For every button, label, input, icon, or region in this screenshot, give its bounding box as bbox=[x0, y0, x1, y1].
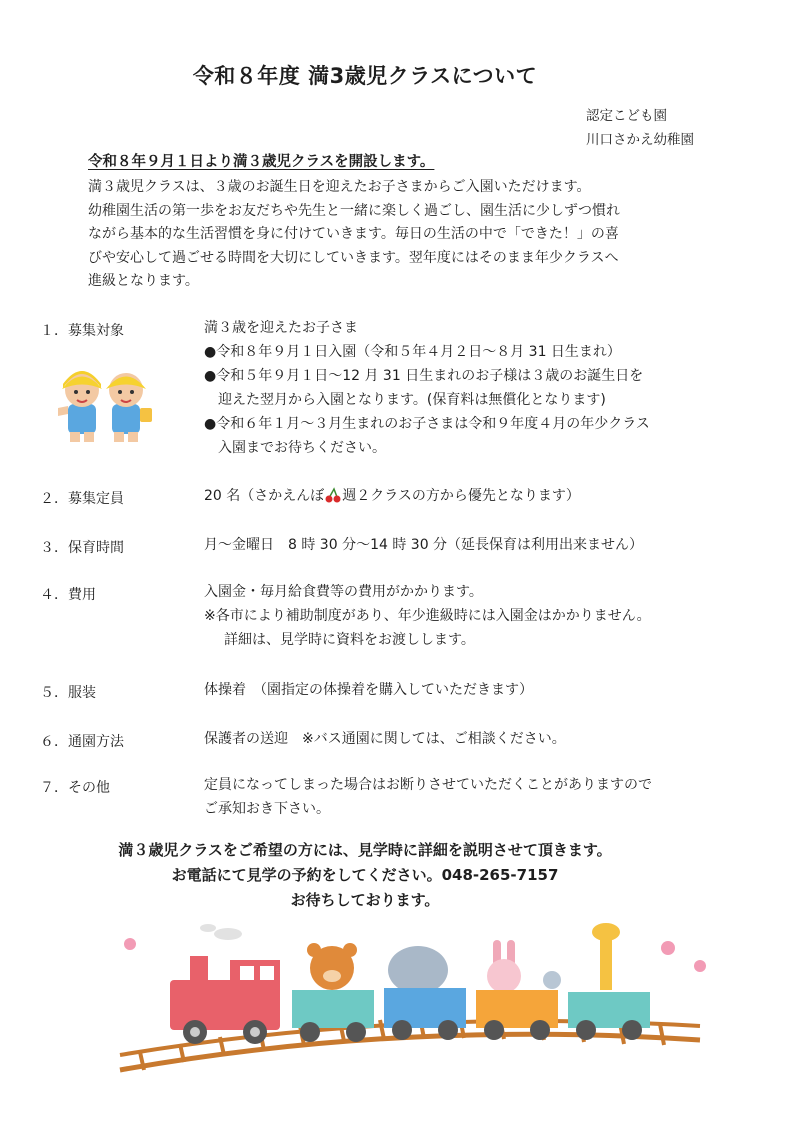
section-line: 詳細は、見学時に資料をお渡しします。 bbox=[224, 632, 475, 648]
lead-announcement: 令和８年９月１日より満３歳児クラスを開設します。 bbox=[88, 154, 435, 170]
org-name: 川口さかえ幼稚園 bbox=[586, 132, 694, 148]
section-body-capacity bbox=[204, 484, 580, 508]
section-line: 月～金曜日 8 時 30 分～14 時 30 分（延長保育は利用出来ません） bbox=[204, 537, 644, 553]
two-children-icon bbox=[50, 358, 160, 448]
animal-train-icon bbox=[100, 920, 720, 1090]
section-line: 迎えた翌月から入園となります。(保育料は無償化となります) bbox=[218, 392, 606, 408]
section-line: ●令和８年９月１日入園（令和５年４月２日～８月 31 日生まれ） bbox=[204, 344, 621, 360]
section-line: ご承知おき下さい。 bbox=[204, 801, 330, 817]
section-body-commute bbox=[204, 727, 566, 751]
section-label-fees: ４．費用 bbox=[40, 587, 96, 603]
section-body-eligibility bbox=[204, 316, 650, 460]
intro-line: 進級となります。 bbox=[88, 273, 199, 289]
section-label-commute: ６．通園方法 bbox=[40, 734, 124, 750]
section-label-hours: ３．保育時間 bbox=[40, 540, 124, 556]
org-type: 認定こども園 bbox=[586, 108, 667, 124]
closing-line: お待ちしております。 bbox=[290, 891, 440, 909]
intro-line: 幼稚園生活の第一歩をお友だちや先生と一緒に楽しく過ごし、園生活に少しずつ慣れ bbox=[88, 202, 620, 219]
closing-line: 満３歳児クラスをご希望の方には、見学時に詳細を説明させて頂きます。 bbox=[118, 841, 612, 859]
section-label-other: ７．その他 bbox=[40, 780, 110, 796]
section-body-uniform bbox=[204, 678, 533, 702]
section-line: 入園までお待ちください。 bbox=[218, 440, 386, 456]
intro-line: びや安心して過ごせる時間を大切にしていきます。翌年度にはそのまま年少クラスへ bbox=[88, 249, 619, 266]
section-label-capacity: ２．募集定員 bbox=[40, 491, 124, 507]
closing-line-phone: お電話にて見学の予約をしてください。048-265-7157 bbox=[171, 866, 559, 884]
section-line: ●令和５年９月１日～12 月 31 日生まれのお子様は３歳のお誕生日を bbox=[204, 368, 644, 384]
section-body-other bbox=[204, 773, 652, 821]
section-line: 入園金・毎月給食費等の費用がかかります。 bbox=[204, 584, 483, 600]
section-body-hours bbox=[204, 533, 643, 557]
intro-line: 満３歳児クラスは、３歳のお誕生日を迎えたお子さまからご入園いただけます。 bbox=[88, 179, 591, 195]
capacity-text-rest: 週２クラスの方から優先となります） bbox=[342, 488, 580, 504]
section-line bbox=[204, 484, 580, 508]
intro-line: ながら基本的な生活習慣を身に付けていきます。毎日の生活の中で「できた！」の喜 bbox=[88, 226, 619, 242]
section-line: 保護者の送迎 ※バス通園に関しては、ご相談ください。 bbox=[204, 731, 566, 747]
section-line: 満３歳を迎えたお子さま bbox=[204, 320, 358, 336]
closing-message bbox=[0, 838, 730, 913]
section-line: ※各市により補助制度があり、年少進級時には入園金はかかりません。 bbox=[204, 608, 651, 624]
page-title: 令和８年度 満3歳児クラスについて bbox=[192, 64, 538, 88]
section-label-uniform: ５．服装 bbox=[40, 685, 96, 701]
capacity-text: 20 名（さかえんぼ bbox=[204, 488, 325, 504]
section-label-eligibility: １．募集対象 bbox=[40, 323, 124, 339]
section-body-fees bbox=[204, 580, 651, 652]
section-line: ●令和６年１月～３月生まれのお子さまは令和９年度４月の年少クラス bbox=[204, 416, 650, 432]
section-line: 体操着 （園指定の体操着を購入していただきます） bbox=[204, 682, 533, 698]
intro-paragraph bbox=[88, 176, 620, 294]
cherry-icon bbox=[324, 487, 342, 503]
section-line: 定員になってしまった場合はお断りさせていただくことがありますので bbox=[204, 777, 652, 793]
